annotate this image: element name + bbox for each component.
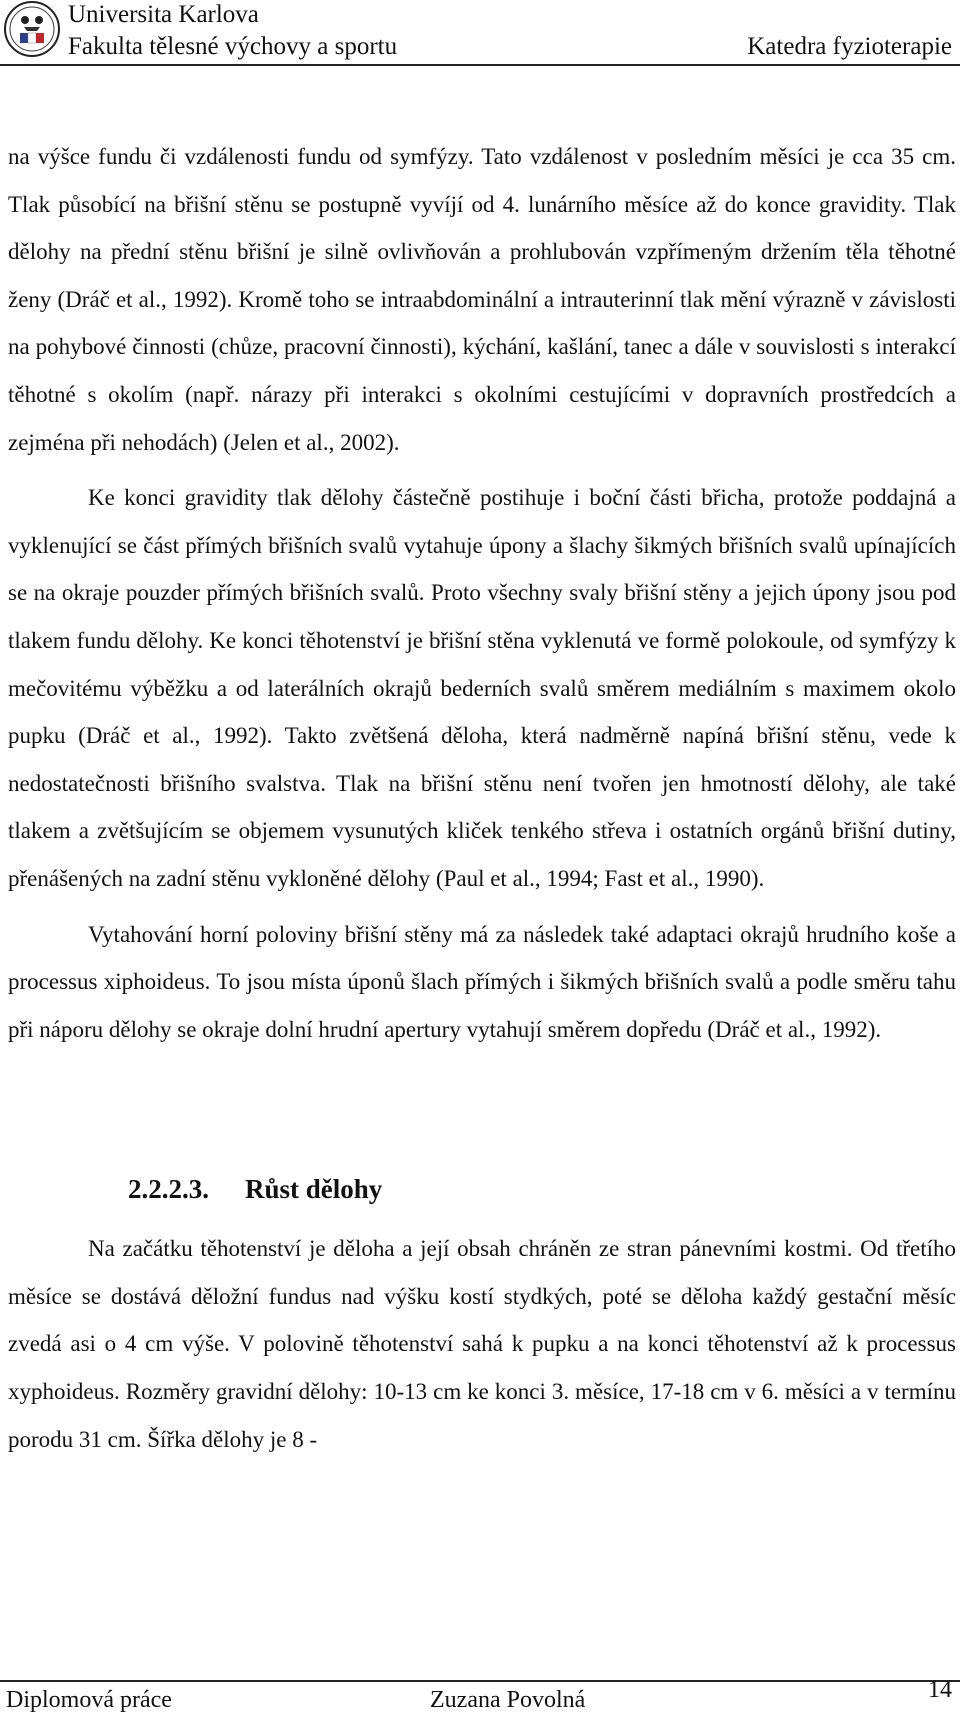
section-title: Růst dělohy (245, 1174, 383, 1205)
section-heading (8, 1165, 956, 1213)
page-header (0, 0, 960, 62)
faculty-crest-icon (4, 0, 60, 58)
paragraph-abdominal-pressure: na výšce fundu či vzdálenosti fundu od symfýzy. Tato vzdálenost v posledním měsíci je cca 35 cm. Tlak působící na břišní stěnu se postupně vyvíjí od 4. lunárního měsíce až do konce gravidity. Tlak dělohy na přední stěnu břišní je silně ovlivňován a prohlubován vzpřímeným držením těla těhotné ženy (Dráč et al., 1992). Kromě toho se intraabdominální a intrauterinní tlak mění výrazně v závislosti na pohybové činnosti (chůze, pracovní činnosti), kýchání, kašlání, tanec a dále v souvislosti s interakcí těhotné s okolím (např. nárazy při interakci s okolními cestujícími v dopravních prostředcích a zejména při nehodách) (Jelen et al., 2002). (8, 144, 956, 455)
university-name: Universita Karlova (68, 1, 259, 28)
paragraph-late-pregnancy: Ke konci gravidity tlak dělohy částečně postihuje i boční části břicha, protože poddajná a vyklenující se část přímých břišních svalů vytahuje úpony a šlachy šikmých břišních svalů upínajících se na okraje pouzder přímých břišních svalů. Proto všechny svaly břišní stěny a jejich úpony jsou pod tlakem fundu dělohy. Ke konci těhotenství je břišní stěna vyklenutá ve formě polokoule, od symfýzy k mečovitému výběžku a od laterálních okrajů bederních svalů směrem mediálním s maximem okolo pupku (Dráč et al., 1992). Takto zvětšená děloha, která nadměrně napíná břišní stěnu, vede k nedostatečnosti břišního svalstva. Tlak na břišní stěnu není tvořen jen hmotností dělohy, ale také tlakem a zvětšujícím se objemem vysunutých kliček tenkého střeva i ostatních orgánů břišní dutiny, přenášených na zadní stěnu vykloněné dělohy (Paul et al., 1994; Fast et al., 1990). (8, 485, 956, 891)
section-number: 2.2.2.3. (128, 1174, 209, 1205)
author-name: Zuzana Povolná (430, 1687, 586, 1713)
document-type: Diplomová práce (6, 1687, 172, 1713)
header-divider (0, 64, 960, 66)
footer-divider (0, 1680, 960, 1682)
paragraph-uterus-growth: Na začátku těhotenství je děloha a její obsah chráněn ze stran pánevními kostmi. Od třetího měsíce se dostává děložní fundus nad výšku kostí stydkých, poté se děloha každý gestační měsíc zvedá asi o 4 cm výše. V polovině těhotenství sahá k pupku a na konci těhotenství až k processus xyphoideus. Rozměry gravidní dělohy: 10-13 cm ke konci 3. měsíce, 17-18 cm v 6. měsíci a v termínu porodu 31 cm. Šířka dělohy je 8 - (8, 1236, 956, 1452)
page-body (8, 133, 956, 1463)
faculty-name: Fakulta tělesné výchovy a sportu (68, 33, 398, 60)
department-name: Katedra fyzioterapie (747, 33, 952, 60)
page-number: 14 (928, 1677, 952, 1703)
paragraph-thoracic-adaptation: Vytahování horní poloviny břišní stěny má za následek také adaptaci okrajů hrudního koše a processus xiphoideus. To jsou místa úponů šlach přímých i šikmých břišních svalů a podle směru tahu při náporu dělohy se okraje dolní hrudní apertury vytahují směrem dopředu (Dráč et al., 1992). (8, 921, 956, 1042)
